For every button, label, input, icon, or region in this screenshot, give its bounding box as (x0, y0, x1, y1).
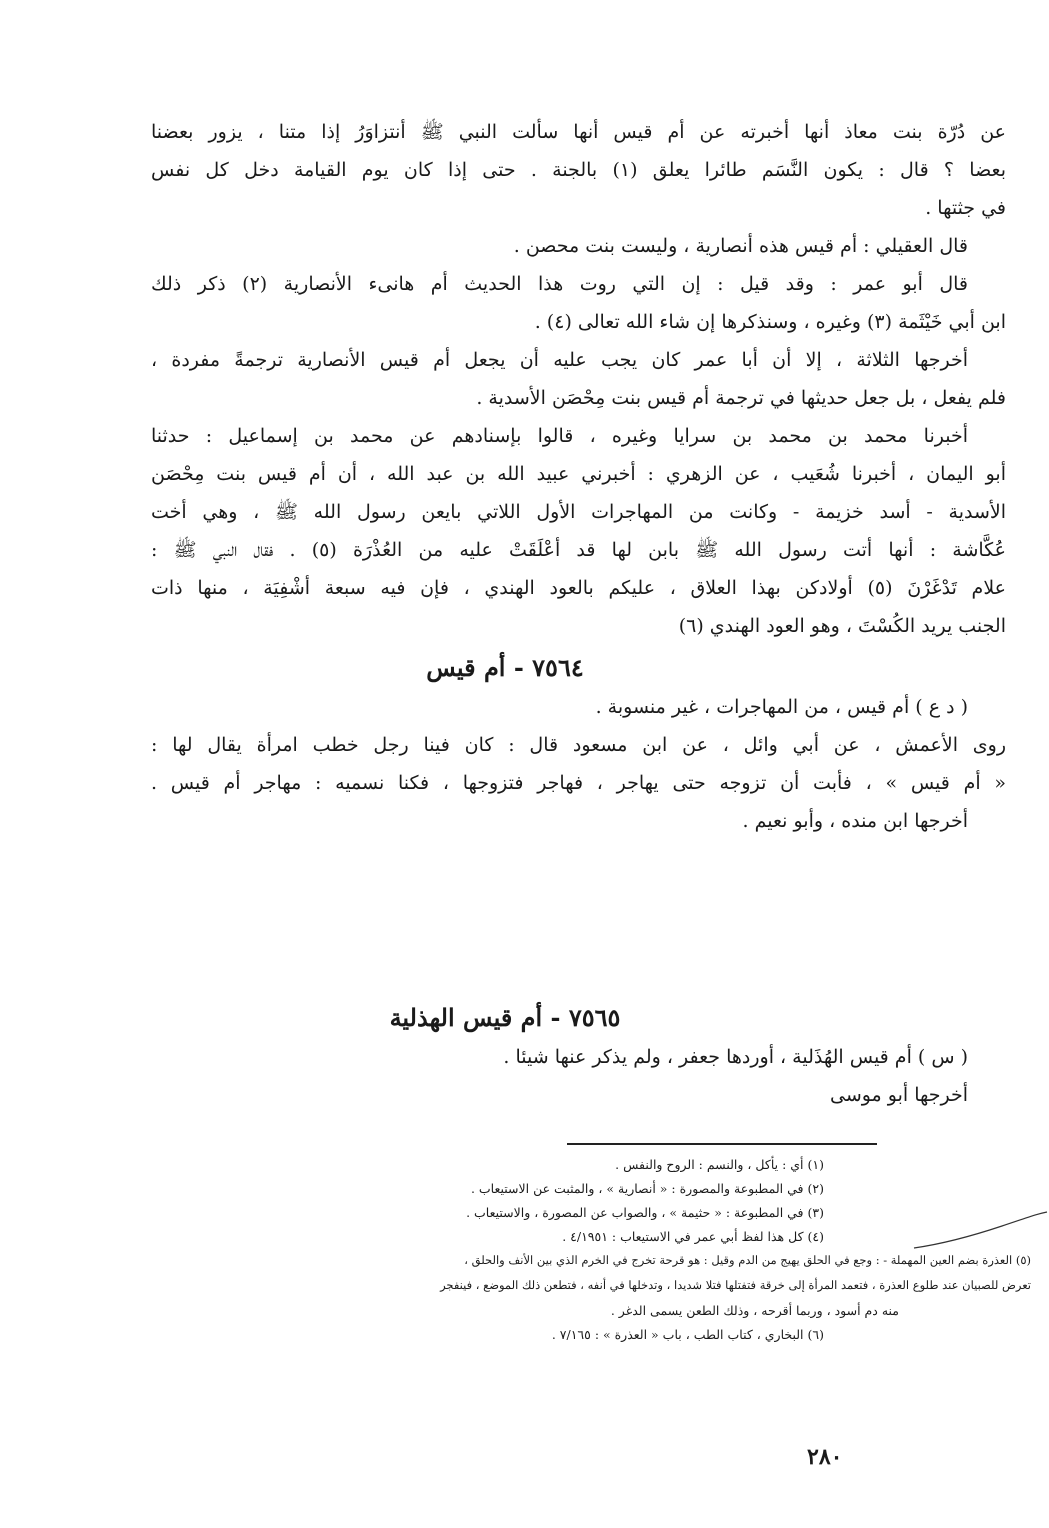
body-line: أخبرنا محمد بن محمد بن سرايا وغيره ، قالوا بإسنادهم عن محمد بن إسماعيل : حدثنا (151, 425, 968, 447)
footnote-4: (٤) كل هذا لفظ أبي عمر في الاستيعاب : ٤/١٩٥١ . (562, 1229, 824, 1244)
body-line: عُكَّاشة : أنها أتت رسول الله ﷺ بابن لها قد أعْلَقَتْ عليه من العُذْرَة (٥) . فقال النبي ﷺ : (151, 539, 1006, 561)
body-line: أبو اليمان ، أخبرنا شُعَيب ، عن الزهري : أخبرني عبيد الله بن عبد الله ، أن أم قيس بنت مِحْصَن (151, 463, 1006, 485)
body-line: أخرجها أبو موسى (829, 1084, 968, 1106)
body-line: أخرجها الثلاثة ، إلا أن أبا عمر كان يجب عليه أن يجعل أم قيس الأنصارية ترجمةً مفردة ، (151, 349, 968, 371)
footnote-5-cont: تعرض للصبيان عند طلوع العذرة ، فتعمد المرأة إلى خرقة فتفتلها فتلا شديدا ، وتدخلها في أنفه ، فتطعن ذلك الموضع ، فينفجر (440, 1278, 1031, 1292)
body-line: الجنب يريد الكُسْتَ ، وهو العود الهندي (٦) (678, 615, 1006, 637)
footnote-1: (١) أي : يأكل ، والنسم : الروح والنفس . (615, 1157, 824, 1172)
body-line: فلم يفعل ، بل جعل حديثها في ترجمة أم قيس بنت مِحْصَن الأسدية . (476, 387, 1006, 409)
footnote-2: (٢) في المطبوعة والمصورة : « أنصارية » ، والمثبت عن الاستيعاب . (470, 1181, 824, 1196)
body-line: علام تَدْغَرْنَ (٥) أولادكن بهذا العلاق ، عليكم بالعود الهندي ، فإن فيه سبعة أشْفِيَة ، منها ذات (151, 577, 1006, 599)
pen-stroke-mark (912, 1210, 1049, 1255)
body-line: بعضا ؟ قال : يكون النَّسَم طائرا يعلق (١) بالجنة . حتى إذا كان يوم القيامة دخل كل نفس (151, 159, 1006, 181)
body-line: قال أبو عمر : وقد قيل : إن التي روت هذا الحديث أم هانىء الأنصارية (٢) ذكر ذلك (151, 273, 968, 295)
footnote-3: (٣) في المطبوعة : « حثيمة » ، والصواب عن المصورة ، والاستيعاب . (466, 1205, 824, 1220)
body-line: أخرجها ابن منده ، وأبو نعيم . (742, 810, 968, 832)
body-line: عن دُرّة بنت معاذ أنها أخبرته عن أم قيس أنها سألت النبي ﷺ أنتزاوَرُ إذا متنا ، يزور بعضنا (151, 121, 1006, 143)
entry-heading-7564: ٧٥٦٤ - أم قيس (426, 653, 584, 682)
body-line: ( د ع ) أم قيس ، من المهاجرات ، غير منسوبة . (595, 696, 968, 718)
footnote-5: (٥) العذرة بضم العين المهملة - : وجع في الحلق يهيج من الدم وقيل : هو قرحة تخرج في الخرم الذي بين الأنف والحلق ، (464, 1253, 1031, 1267)
page-number: ٢٨٠ (807, 1444, 843, 1470)
body-line: ابن أبي خَيْثَمة (٣) وغيره ، وسنذكرها إن شاء الله تعالى (٤) . (534, 311, 1006, 333)
footnote-5-end: منه دم أسود ، وربما أقرحه ، وذلك الطعن يسمى الدغر . (610, 1303, 899, 1318)
main-body (151, 113, 1006, 645)
body-line: في جثتها . (925, 197, 1006, 219)
body-line: قال العقيلي : أم قيس هذه أنصارية ، وليست بنت محصن . (513, 235, 968, 257)
footnote-divider (567, 1143, 877, 1145)
body-line: الأسدية - أسد خزيمة - وكانت من المهاجرات الأول اللاتي بايعن رسول الله ﷺ ، وهي أخت (151, 501, 1006, 523)
body-line: روى الأعمش ، عن أبي وائل ، عن ابن مسعود قال : كان فينا رجل خطب امرأة يقال لها : (151, 734, 1006, 756)
body-line: « أم قيس » ، فأبت أن تزوجه حتى يهاجر ، فهاجر فتزوجها ، فكنا نسميه : مهاجر أم قيس . (151, 772, 1006, 794)
entry-7565-body (151, 1038, 1006, 1114)
entry-heading-7565: ٧٥٦٥ - أم قيس الهذلية (389, 1003, 621, 1032)
body-line: ( س ) أم قيس الهُذَلية ، أوردها جعفر ، ولم يذكر عنها شيئا . (503, 1046, 968, 1068)
footnote-6: (٦) البخاري ، كتاب الطب ، باب « العذرة » : ٧/١٦٥ . (551, 1327, 824, 1342)
entry-7564-body (151, 688, 1006, 840)
